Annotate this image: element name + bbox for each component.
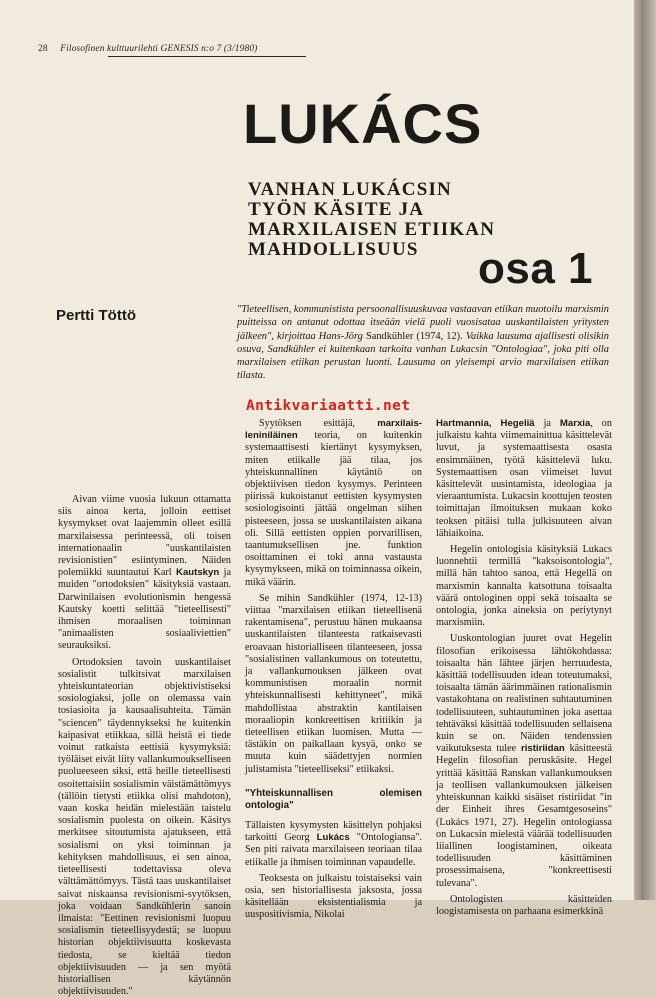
paragraph: Hegelin ontologisia käsityksiä Lukacs luonnehtii termillä "kaksoisontologia", millä hän tahtoo sanoa, että Hegellä on marxismin kannalta katsottuna toisaalta väärä ontologinen oppi sekä toisaalta se ontologia, jonka aineksia on periytynyt marxismiin. [436, 544, 612, 629]
bold-term: marxilais-leniniläinen [245, 418, 422, 442]
paragraph [436, 418, 612, 540]
running-title: Filosofinen kulttuurilehti GENESIS n:o 7 (3/1980) [60, 44, 258, 54]
subtitle-line: TYÖN KÄSITE JA [248, 199, 425, 220]
paragraph-text: käsitteestä Hegelin filosofian peruskäsite. Hegel yrittää käsittää Ranskan vallankumouksen ja teollisen vallankumouksen jälkeisen yhteiskunnan kaikki sisäiset ristiriidat "in der Einheit ihres Gesamtgesoseins" (Lukács 1971, 27). Hegelin ontologiassa on Lukacsin mielestä väärää todellisuuden liiallinen loogistaminen, oikeata todellisuuden käsittäminen prosessimaisena, "konkreettisesti tulevana". [436, 743, 612, 889]
paragraph: Ortodoksien tavoin uuskantilaiset sosialistit tulkitsivat marxilaisen yhteiskuntateorian objektivistiseksi sosiologiaksi, jolle on olemassa vain tosiasioita ja kausaalisuhteita. Tämän "sciencen" täydennykseksi he kuitenkin kaipasivat etiikkaa, sillä heistä ei tiede voinut ratkaista eettisiä kysymyksiä: työläiset eivät liity vallankumoukselliseen puolueeseen siksi, että heille tieteellisesti osoitettaisiin sosialismin väistämättömyys (tällöin tietysti etiikka olisi mahdoton), vaan koska heidän mielestään taistelu sosialismin puolesta on oikein. Käsitys merkitsee sitoutumista ajatukseen, että sosialismi on yksi toiminnan ja kehityksen mahdollisuus, ei sen ainoa, tieteellisesti todettavissa oleva välttämättömyys. Tästä taas uuskantilaiset saivat niskaansa revisionismi-syytöksen, joka voidaan Sandkühlerin sanoin ilmaista: "Eettinen revisionismi luopuu sosialismin tieteellisyydestä; se luopuu historian objektiivisuutta koskevasta tiedosta, se kieltää tiedon objektiivisuuden — ja sen myötä historiallisen käytännön objektiivisuuden." [58, 656, 231, 998]
paragraph-text: ja [543, 418, 551, 429]
header-rule [108, 56, 306, 57]
bold-name: Hartmannia, Hegeliä [436, 418, 535, 429]
paragraph [245, 418, 422, 589]
subtitle-line: VANHAN LUKÁCSIN [248, 179, 452, 200]
paragraph-text: , on julkaistu kahta viimemainittua käsittelevät luvut, ja systemaattisesta osasta ensimmäinen, työtä käsittelevä luku. Systemaattisen osan viimeiset luvut käsittelevät uusintamista, ideologiaa ja vieraantumista. Lukacsin koottujen teosten toimittajan ilmoituksen mukaan koko teoksen pitäisi tulla julkisuuteen aivan lähiaikoina. [436, 418, 612, 539]
running-header [38, 44, 257, 54]
bold-name: Marxia [559, 418, 591, 429]
body-column-2 [245, 418, 422, 922]
paragraph-text: teoria, on kuitenkin systemaattisesti kiertänyt kysymyksen, miten etiikalle jää tilaa, jos yhteiskunnallinen käytäntö on objektiivisen tiedon kysymys. Perinteen piirissä kukoistanut eettisten kysymysten sosiologisointi jättää ongelman siihen pisteeseen, jossa se uuskantilaisten aikana oli. Sillä eettisten oppien porvarillisen, taantumuksellisen jne. funktion osoittaminen ei toki anna vastausta kysymykseen, mikä on toiminnassa oikein, mikä väärin. [245, 430, 422, 588]
lead-text: "Tieteellisen, kommunistista persoonallisuuskuvaa vastaavan etiikan muotoilu marxismin puitteissa on antanut odottaa itseään vielä puoli vuosisataa uuskantilaisten yritysten jälkeen", kirjoittaa Hans-Jörg [237, 304, 609, 342]
bold-name: Kautskyn [176, 567, 220, 579]
lead-text: Vaikka lausuma ajallisesti olisikin osuva, Sandkühler ei kuitenkaan tarkoita vanhan Lukacsin "Ontologiaa", joka piti olla marxilaisen etiikan perustan luonti. Lausuma on yleisempi arvio marxilaisen etiikan tilasta. [237, 330, 609, 382]
paragraph: Ontologisten käsitteiden loogistamisesta on parhaana esimerkkinä [436, 893, 612, 917]
paragraph: Se mihin Sandkühler (1974, 12-13) viittaa "marxilaisen etiikan tieteellisenä rakentamisena", perustuu hänen mukaansa uuskantilaisten tilanteesta ratkaisevasti eroavaan historialliseen tilanteeseen, jossa "sosialistinen vallankumous on toteutettu, ja vallankumouksen jälkeen ovat kommunistisen moraalin normit yhteiskunnallisesti kehittyneet", mikä mahdollistaa abstraktin kantilaisen moraaliopin konkreettisen kritiikin ja tieteellisen etiikan luomisen. Mutta — tästäkin on paikallaan kysyä, onko se muuta kuin säädettyjen normien julistamista "tieteelliseksi" etiikaksi. [245, 592, 422, 775]
paragraph-text: Uuskontologian juuret ovat Hegelin filosofian erikoisessa lähtökohdassa: toisaalta hän lähtee järjen herruudesta, käsittää todellisuuden idean toteutumaksi, toisaalta tämän äärimmäinen rationalismin vastakohtana on realistinen suhtautuminen todellisuuteen, suhtautuminen joka asettaa tehtäväksi käsittää todellisuuden sellaisena kuin se on. Näiden tendenssien vaikutuksesta tulee [436, 633, 612, 755]
lead-quote [237, 303, 609, 383]
bold-term: ristiriidan [520, 743, 565, 755]
article-subtitle [248, 180, 495, 260]
paragraph: Teoksesta on julkaistu toistaiseksi vain osia, sen historiallisesta jaksosta, jossa käsitellään eksistentialismia ja uuspositivismia, Nikolai [245, 872, 422, 921]
page-edge [634, 0, 656, 900]
paragraph-text: Tällaisten kysymysten käsittelyn pohjaksi tarkoitti Georg [245, 819, 422, 844]
subtitle-line: MAHDOLLISUUS [248, 239, 419, 260]
paragraph-text: Aivan viime vuosia lukuun ottamatta siis ainoa kerta, jolloin eettiset kysymykset ovat laajemmin olleet esillä marxilaisessa perinteessä, oli toisen internationaalin "uuskantilaisten revisionistien" esiintyminen. Näiden polemiikki suuntautui Karl [58, 494, 231, 579]
subtitle-line: MARXILAISEN ETIIKAN [248, 219, 496, 240]
body-column-3 [436, 418, 612, 918]
paragraph-text: ja muiden "ortodoksien" käsityksiä vastaan. Darwinilaisen evolutionismin hengessä Kautsky koetti selittää "tieteellisesti" ihmisen moraalisen toiminnan "animaalisten sosiaaliviettien" seurauksiksi. [58, 567, 231, 652]
author-name: Pertti Töttö [56, 307, 136, 324]
part-label: osa 1 [478, 244, 594, 293]
paragraph [58, 494, 231, 653]
article-title: LUKÁCS [243, 92, 483, 155]
paragraph [436, 633, 612, 889]
bold-name: Lukács [316, 832, 350, 844]
paragraph-text: "Ontologiansa". Sen piti raivata marxilaiseen teoriaan tilaa etiikalle ja ihmisen toiminnan vapaudelle. [245, 832, 422, 868]
lead-citation: Sandkühler (1974, 12). [365, 330, 463, 342]
page-number: 28 [38, 44, 48, 54]
body-column-1 [58, 456, 231, 998]
paragraph [245, 820, 422, 869]
section-subheading: "Yhteiskunnallisen olemisen ontologia" [245, 787, 422, 811]
watermark-text: Antikvariaatti.net [246, 398, 411, 414]
paragraph-text: Syytöksen esittäjä, [259, 418, 356, 429]
